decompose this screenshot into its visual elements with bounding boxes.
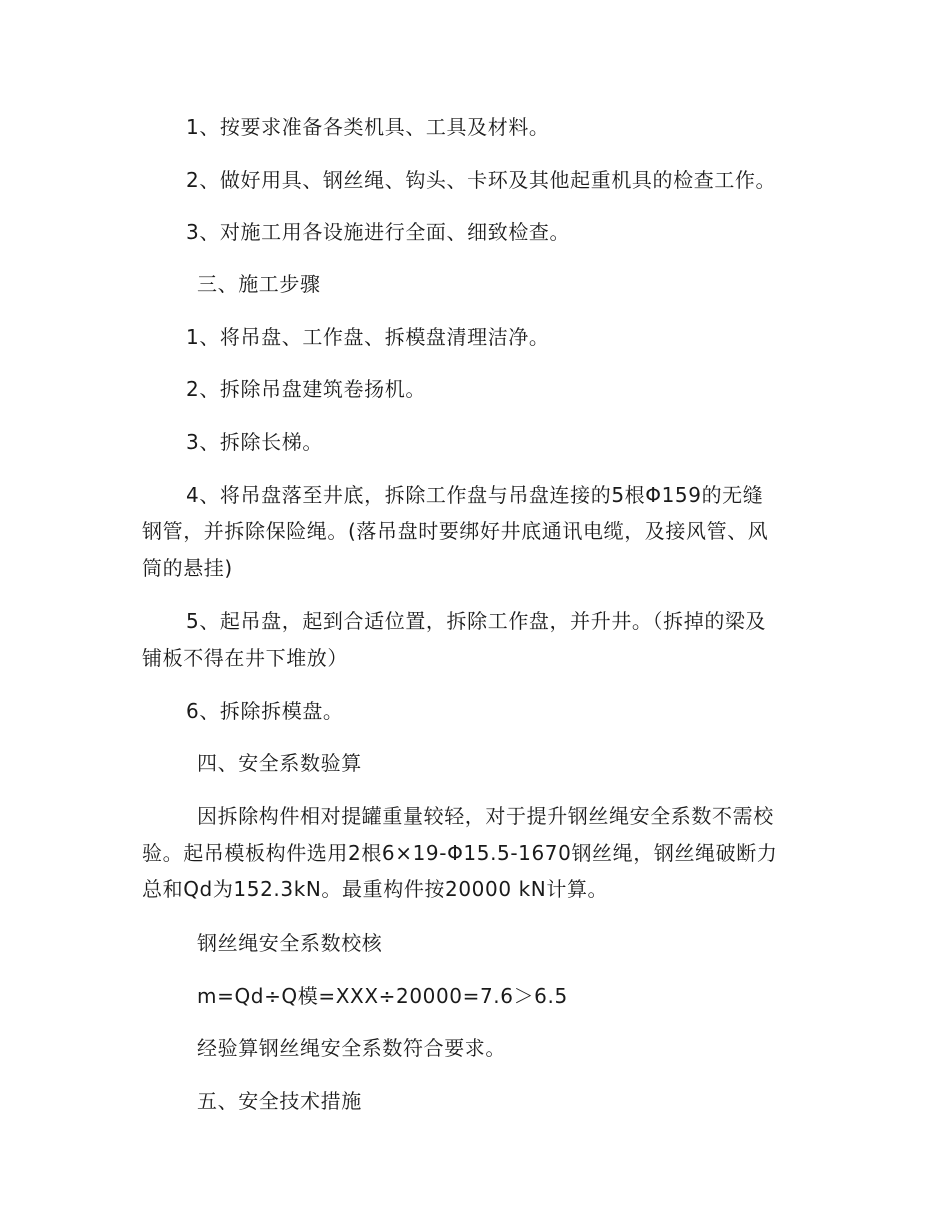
calc-para-line-1: 因拆除构件相对提罐重量较轻，对于提升钢丝绳安全系数不需校 <box>197 804 774 828</box>
prep-item-2: 2、做好用具、钢丝绳、钩头、卡环及其他起重机具的检查工作。 <box>186 168 777 192</box>
step-5-line-2: 铺板不得在井下堆放） <box>142 646 348 670</box>
step-5-line-1: 5、起吊盘，起到合适位置，拆除工作盘，并升井。（拆掉的梁及 <box>186 609 767 633</box>
section-heading-3: 三、施工步骤 <box>197 272 321 296</box>
step-4-line-2: 钢管，并拆除保险绳。(落吊盘时要绑好井底通讯电缆，及接风管、风 <box>142 519 769 543</box>
step-6: 6、拆除拆模盘。 <box>186 699 344 723</box>
section-heading-4: 四、安全系数验算 <box>197 751 362 775</box>
section-heading-5: 五、安全技术措施 <box>197 1089 362 1113</box>
calc-para-line-2: 验。起吊模板构件选用2根6×19-Φ15.5-1670钢丝绳，钢丝绳破断力 <box>142 841 778 865</box>
prep-item-1: 1、按要求准备各类机具、工具及材料。 <box>186 115 550 139</box>
step-2: 2、拆除吊盘建筑卷扬机。 <box>186 377 426 401</box>
step-1: 1、将吊盘、工作盘、拆模盘清理洁净。 <box>186 325 550 349</box>
check-title: 钢丝绳安全系数校核 <box>197 931 383 955</box>
step-4-line-1: 4、将吊盘落至井底，拆除工作盘与吊盘连接的5根Φ159的无缝 <box>186 483 764 507</box>
step-3: 3、拆除长梯。 <box>186 430 323 454</box>
step-4-line-3: 筒的悬挂) <box>142 556 233 580</box>
formula: m=Qd÷Q模=XXX÷20000=7.6＞6.5 <box>197 984 568 1008</box>
calc-para-line-3: 总和Qd为152.3kN。最重构件按20000 kN计算。 <box>142 877 609 901</box>
conclusion: 经验算钢丝绳安全系数符合要求。 <box>197 1036 506 1060</box>
prep-item-3: 3、对施工用各设施进行全面、细致检查。 <box>186 220 571 244</box>
